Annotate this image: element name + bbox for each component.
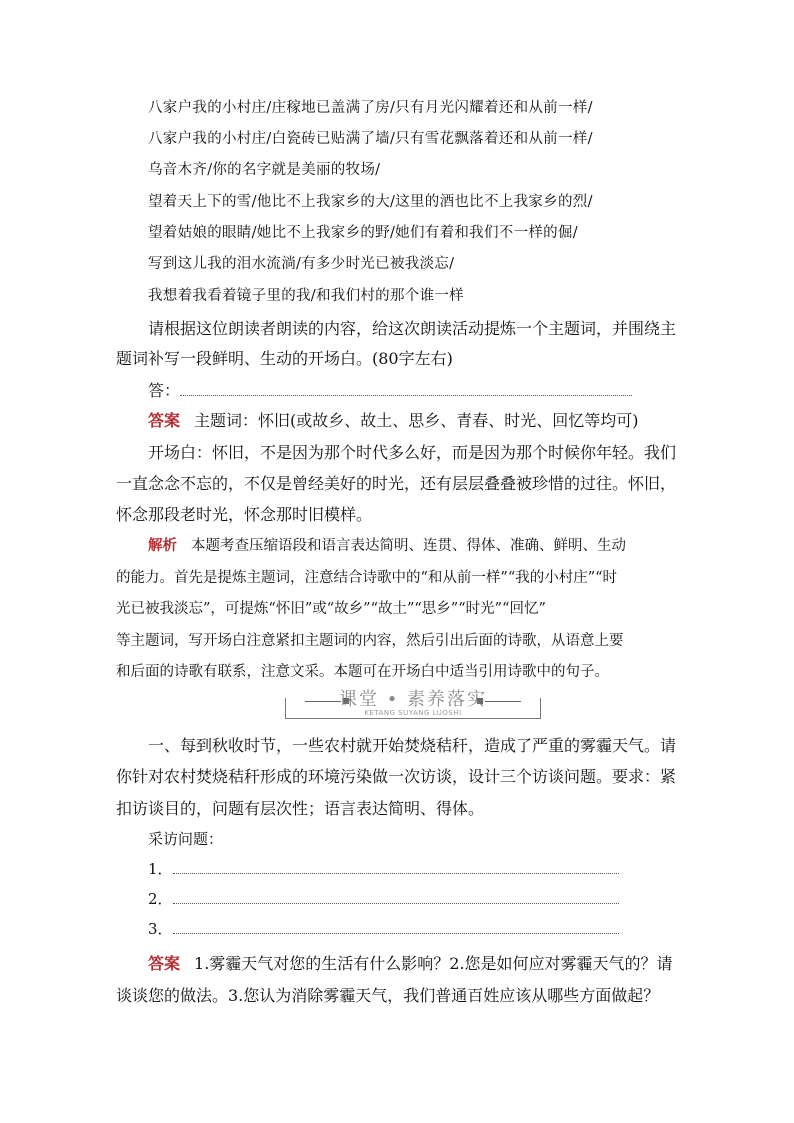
analysis-line xyxy=(148,534,626,555)
interview-item xyxy=(148,858,619,879)
poem-line: 八家户我的小村庄/白瓷砖已贴满了墙/只有雪花飘落着还和从前一样/ xyxy=(148,131,593,147)
question-text: 一、每到秋收时节，一些农村就开始焚烧秸秆，造成了严重的雾霾天气。请 xyxy=(148,736,677,755)
poem-line: 望着姑娘的眼睛/她比不上我家乡的野/她们有着和我们不一样的倔/ xyxy=(148,225,578,241)
answer-text: 一直念念不忘的，不仅是曾经美好的时光，还有层层叠叠被珍惜的过往。怀旧， xyxy=(116,474,677,493)
blank-dotted-line xyxy=(173,872,619,874)
poem-line: 八家户我的小村庄/庄稼地已盖满了房/只有月光闪耀着还和从前一样/ xyxy=(148,100,593,116)
interview-item xyxy=(148,888,619,909)
answer-text: 怀念那段老时光，怀念那时旧模样。 xyxy=(116,505,373,524)
answer-text: 1.雾霾天气对您的生活有什么影响？2.您是如何应对雾霾天气的？请 xyxy=(194,954,673,973)
analysis-text: 的能力。首先是提炼主题词，注意结合诗歌中的“和从前一样”“我的小村庄”“时 xyxy=(116,570,618,586)
answer-text: 开场白：怀旧，不是因为那个时代多么好，而是因为那个时候你年轻。我们 xyxy=(148,443,677,462)
blank-dotted-line xyxy=(173,932,619,934)
answer-line xyxy=(148,408,639,431)
banner-subtitle: KETANG SUYANG LUOSHI xyxy=(364,709,462,717)
analysis-text: 光已被我淡忘”，可提炼“怀旧”或“故乡”“故土”“思乡”“时光”“回忆” xyxy=(116,601,546,617)
interview-item xyxy=(148,918,619,939)
poem-line: 乌音木齐/你的名字就是美丽的牧场/ xyxy=(148,162,381,178)
analysis-text: 和后面的诗歌有联系，注意文采。本题可在开场白中适当引用诗歌中的句子。 xyxy=(116,664,609,680)
poem-line: 望着天上下的雪/他比不上我家乡的大/这里的酒也比不上我家乡的烈/ xyxy=(148,194,593,210)
interview-prompt: 采访问题： xyxy=(148,830,224,848)
answer-text: 谈谈您的做法。3.您认为消除雾霾天气，我们普通百姓应该从哪些方面做起？ xyxy=(116,986,660,1005)
question-text: 你针对农村焚烧秸秆形成的环境污染做一次访谈，设计三个访谈问题。要求：紧 xyxy=(116,767,677,786)
analysis-label: 解析 xyxy=(148,537,177,554)
item-number: 3． xyxy=(148,920,173,938)
analysis-text: 等主题词，写开场白注意紧扣主题词的内容，然后引出后面的诗歌，从语意上要 xyxy=(116,633,624,649)
section-banner xyxy=(285,684,541,722)
answer-label: 答案 xyxy=(148,411,181,430)
blank-dotted-line xyxy=(180,394,632,396)
answer-label: 答案 xyxy=(148,954,181,973)
banner-title: 课堂 • 素养落实 xyxy=(338,689,488,710)
answer-prefix: 答： xyxy=(148,381,181,400)
item-number: 2． xyxy=(148,890,173,908)
answer-line xyxy=(148,951,673,974)
poem-line: 我想着我看着镜子里的我/和我们村的那个谁一样 xyxy=(148,288,464,304)
answer-text: 主题词：怀旧(或故乡、故土、思乡、青春、时光、回忆等均可) xyxy=(194,411,639,430)
item-number: 1． xyxy=(148,860,173,878)
analysis-text: 本题考查压缩语段和语言表达简明、连贯、得体、准确、鲜明、生动 xyxy=(191,538,626,554)
question-text: 扣访谈目的，问题有层次性；语言表达简明、得体。 xyxy=(116,799,485,818)
question-text: 请根据这位朗读者朗读的内容，给这次朗读活动提炼一个主题词，并围绕主 xyxy=(148,319,677,338)
answer-blank-line xyxy=(148,378,632,401)
question-text: 题词补写一段鲜明、生动的开场白。(80字左右) xyxy=(116,349,453,368)
poem-line: 写到这儿我的泪水流淌/有多少时光已被我淡忘/ xyxy=(148,256,455,272)
blank-dotted-line xyxy=(173,902,619,904)
